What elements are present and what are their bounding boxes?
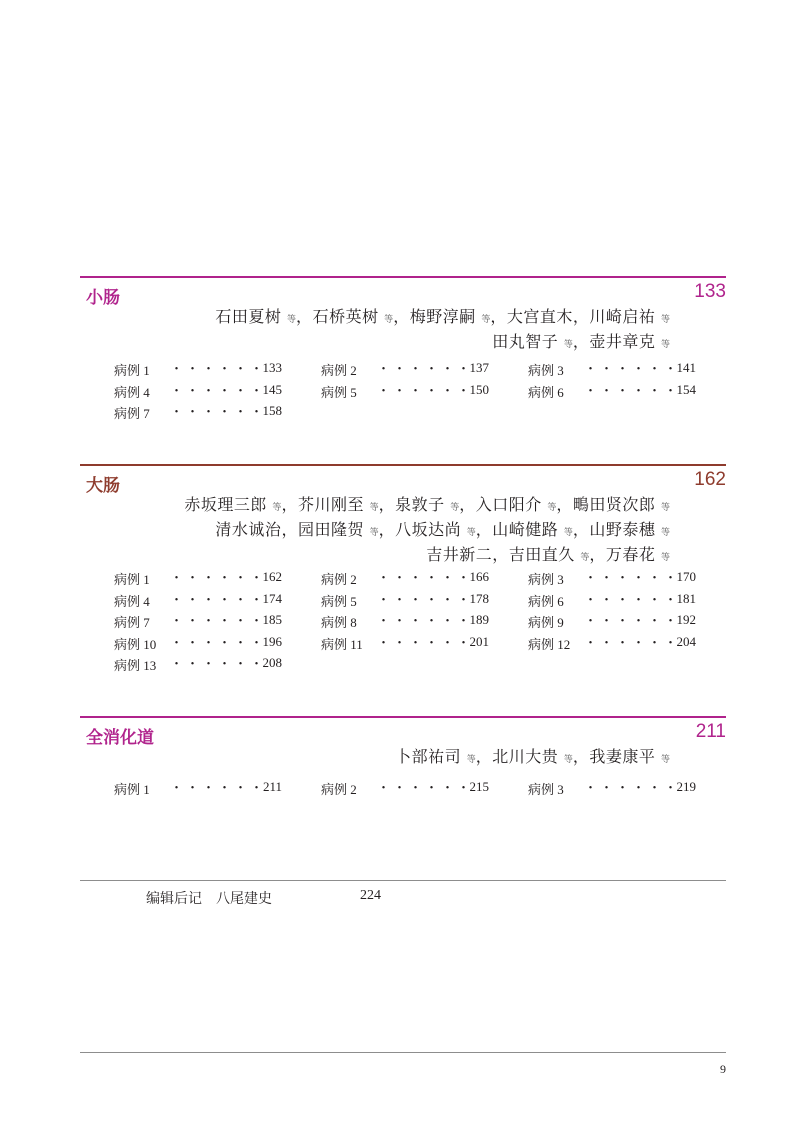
- author-name: 入口阳介: [475, 495, 542, 514]
- case-label: 病例 1: [114, 572, 150, 587]
- case-leader-dots: ・・・・・・: [170, 591, 267, 607]
- case-leader-dots: ・・・・・・: [170, 656, 267, 671]
- case-leader-dots: ・・・・・・: [377, 382, 474, 398]
- author-separator: ，: [296, 307, 313, 326]
- case-entry[interactable]: [528, 569, 696, 590]
- case-page-number: 145: [262, 381, 282, 397]
- author-separator: ，: [281, 520, 298, 539]
- author-separator: ，: [490, 307, 507, 326]
- folio-page-number: 9: [720, 1062, 726, 1076]
- afterword-label[interactable]: 编辑后记 八尾建史: [146, 891, 272, 907]
- author-etal-mark: 等: [384, 315, 394, 325]
- author-name: 吉田直久: [508, 545, 575, 564]
- case-label: 病例 6: [528, 384, 564, 400]
- footer-rule: [80, 1052, 726, 1053]
- case-entry[interactable]: [114, 569, 282, 590]
- case-entry[interactable]: [114, 779, 282, 800]
- afterword-rule: [80, 880, 726, 881]
- case-label: 病例 10: [114, 636, 157, 652]
- author-separator: ，: [475, 747, 493, 766]
- case-entry[interactable]: [321, 360, 489, 381]
- case-label: 病例 5: [321, 593, 357, 609]
- case-label: 病例 1: [114, 363, 150, 378]
- case-entry[interactable]: [321, 591, 489, 612]
- section-small-intestine: [80, 276, 726, 426]
- case-page-number: 174: [262, 590, 282, 606]
- case-entry[interactable]: [114, 612, 282, 633]
- case-label: 病例 4: [114, 593, 150, 609]
- case-leader-dots: ・・・・・・: [377, 591, 474, 607]
- author-name: 泉敦子: [395, 495, 445, 514]
- section-page-number[interactable]: 162: [694, 469, 726, 490]
- case-entry[interactable]: [528, 360, 696, 381]
- author-name: 田丸智子: [492, 332, 559, 351]
- author-separator: ，: [492, 545, 509, 564]
- author-etal-mark: 等: [466, 755, 476, 765]
- case-leader-dots: ・・・・・・: [170, 361, 267, 376]
- section-title[interactable]: 全消化道: [86, 728, 154, 748]
- case-leader-dots: ・・・・・・: [170, 382, 267, 398]
- case-page-number: 141: [676, 360, 696, 375]
- author-name: 芥川刚至: [297, 495, 364, 514]
- author-name: 吉井新二: [426, 545, 493, 564]
- case-label: 病例 3: [528, 782, 564, 797]
- author-separator: ，: [378, 520, 396, 539]
- section-authors: [215, 306, 670, 356]
- case-leader-dots: ・・・・・・: [170, 570, 267, 585]
- case-label: 病例 3: [528, 572, 564, 587]
- section-title[interactable]: 小肠: [86, 288, 120, 308]
- author-etal-mark: 等: [563, 755, 573, 765]
- author-etal-mark: 等: [287, 315, 297, 325]
- case-entry[interactable]: [321, 779, 489, 800]
- case-leader-dots: ・・・・・・: [170, 613, 267, 628]
- case-page-number: 215: [469, 779, 489, 794]
- case-entry[interactable]: [114, 403, 282, 424]
- case-page-number: 170: [676, 569, 696, 584]
- case-label: 病例 7: [114, 406, 150, 421]
- author-name: 万春花: [605, 545, 656, 564]
- author-separator: ，: [572, 332, 590, 351]
- section-title[interactable]: 大肠: [86, 476, 120, 496]
- case-label: 病例 12: [528, 636, 571, 652]
- author-name: 川崎启祐: [589, 307, 656, 326]
- author-line: [184, 519, 670, 544]
- case-page-number: 133: [262, 360, 282, 375]
- author-etal-mark: 等: [660, 503, 670, 513]
- author-name: 山崎健路: [492, 520, 559, 539]
- case-label: 病例 13: [114, 658, 157, 673]
- case-page-number: 219: [676, 779, 696, 794]
- case-page-number: 185: [262, 612, 282, 627]
- author-separator: ，: [572, 520, 590, 539]
- author-etal-mark: 等: [481, 315, 491, 325]
- case-leader-dots: ・・・・・・: [584, 570, 681, 585]
- case-entry[interactable]: [528, 779, 696, 800]
- case-leader-dots: ・・・・・・: [377, 361, 474, 376]
- author-name: 园田隆贺: [297, 520, 364, 539]
- case-page-number: 211: [262, 779, 282, 794]
- section-authors: [184, 494, 670, 569]
- author-separator: ，: [393, 307, 410, 326]
- author-etal-mark: 等: [660, 553, 670, 563]
- case-label: 病例 5: [321, 384, 357, 400]
- author-separator: ，: [475, 520, 493, 539]
- case-page-number: 154: [676, 381, 696, 397]
- case-leader-dots: ・・・・・・: [584, 382, 681, 398]
- case-entry[interactable]: [321, 612, 489, 633]
- author-separator: ，: [556, 495, 573, 514]
- case-leader-dots: ・・・・・・: [377, 613, 474, 628]
- afterword-page-number[interactable]: 224: [360, 888, 381, 903]
- author-etal-mark: 等: [660, 315, 670, 325]
- case-entry[interactable]: [528, 382, 696, 403]
- case-page-number: 189: [469, 612, 489, 627]
- author-separator: ，: [378, 495, 396, 514]
- author-name: 壶井章克: [589, 332, 656, 351]
- author-line: [215, 331, 670, 356]
- case-page-number: 158: [262, 403, 282, 418]
- case-page-number: 166: [469, 569, 489, 584]
- case-label: 病例 2: [321, 572, 357, 587]
- author-etal-mark: 等: [272, 503, 282, 513]
- case-label: 病例 8: [321, 615, 357, 630]
- case-label: 病例 1: [114, 782, 150, 797]
- case-leader-dots: ・・・・・・: [584, 361, 681, 376]
- case-page-number: 178: [469, 590, 489, 606]
- case-page-number: 192: [676, 612, 696, 627]
- author-etal-mark: 等: [563, 528, 573, 538]
- case-entry[interactable]: [114, 655, 282, 676]
- section-page-number[interactable]: 133: [694, 281, 726, 302]
- case-page-number: 181: [676, 590, 696, 606]
- author-etal-mark: 等: [547, 503, 557, 513]
- case-label: 病例 6: [528, 593, 564, 609]
- author-name: 我妻康平: [589, 747, 656, 766]
- author-name: 卜部祐司: [395, 747, 462, 766]
- case-label: 病例 9: [528, 615, 564, 630]
- case-label: 病例 2: [321, 782, 357, 797]
- case-leader-dots: ・・・・・・: [170, 404, 267, 419]
- case-page-number: 150: [469, 381, 489, 397]
- case-entry[interactable]: [528, 591, 696, 612]
- author-separator: ，: [459, 495, 476, 514]
- author-name: 北川大贵: [492, 747, 559, 766]
- case-entry[interactable]: [321, 634, 489, 655]
- author-etal-mark: 等: [660, 755, 670, 765]
- author-name: 鴫田贤次郎: [572, 495, 656, 514]
- case-leader-dots: ・・・・・・: [377, 634, 474, 650]
- author-name: 大宫直木: [506, 307, 573, 326]
- case-label: 病例 3: [528, 363, 564, 378]
- author-name: 八坂达尚: [395, 520, 462, 539]
- author-etal-mark: 等: [450, 503, 460, 513]
- author-separator: ，: [589, 545, 606, 564]
- author-name: 清水诚治: [215, 520, 282, 539]
- author-etal-mark: 等: [369, 528, 379, 538]
- author-etal-mark: 等: [466, 528, 476, 538]
- case-entry[interactable]: [528, 634, 696, 655]
- case-page-number: 162: [262, 569, 282, 584]
- author-etal-mark: 等: [660, 528, 670, 538]
- author-name: 梅野淳嗣: [409, 307, 476, 326]
- case-label: 病例 2: [321, 363, 357, 378]
- author-separator: ，: [281, 495, 298, 514]
- case-leader-dots: ・・・・・・: [377, 570, 474, 585]
- case-leader-dots: ・・・・・・: [584, 613, 681, 628]
- author-separator: ，: [572, 747, 590, 766]
- section-page-number[interactable]: 211: [695, 721, 726, 742]
- author-name: 赤坂理三郎: [184, 495, 267, 514]
- case-leader-dots: ・・・・・・: [584, 591, 681, 607]
- case-leader-dots: ・・・・・・: [170, 634, 267, 650]
- case-entry[interactable]: [114, 591, 282, 612]
- case-page-number: 196: [262, 633, 282, 649]
- case-label: 病例 11: [321, 636, 363, 652]
- case-page-number: 208: [262, 655, 282, 670]
- section-rule: [80, 716, 726, 718]
- case-label: 病例 4: [114, 384, 150, 400]
- author-separator: ，: [572, 307, 590, 326]
- author-name: 山野泰穗: [589, 520, 656, 539]
- author-name: 石桥英树: [312, 307, 379, 326]
- author-etal-mark: 等: [563, 340, 573, 350]
- case-entry[interactable]: [528, 612, 696, 633]
- case-leader-dots: ・・・・・・: [170, 780, 267, 795]
- case-entry[interactable]: [114, 382, 282, 403]
- case-page-number: 137: [469, 360, 489, 375]
- section-rule: [80, 276, 726, 278]
- section-authors: [395, 746, 670, 771]
- section-rule: [80, 464, 726, 466]
- case-leader-dots: ・・・・・・: [584, 780, 681, 795]
- case-entry[interactable]: [114, 634, 282, 655]
- case-page-number: 204: [676, 633, 696, 649]
- case-entry[interactable]: [321, 569, 489, 590]
- author-line: [215, 306, 670, 331]
- case-entry[interactable]: [114, 360, 282, 381]
- author-etal-mark: 等: [369, 503, 379, 513]
- author-line: [395, 746, 670, 771]
- case-label: 病例 7: [114, 615, 150, 630]
- case-leader-dots: ・・・・・・: [377, 780, 474, 795]
- case-leader-dots: ・・・・・・: [584, 634, 681, 650]
- author-etal-mark: 等: [660, 340, 670, 350]
- case-entry[interactable]: [321, 382, 489, 403]
- section-whole-digestive-tract: [80, 716, 726, 806]
- author-name: 石田夏树: [215, 307, 282, 326]
- author-line: [184, 494, 670, 519]
- author-etal-mark: 等: [580, 553, 590, 563]
- author-line: [184, 544, 670, 569]
- section-large-intestine: [80, 464, 726, 684]
- case-page-number: 201: [469, 633, 489, 649]
